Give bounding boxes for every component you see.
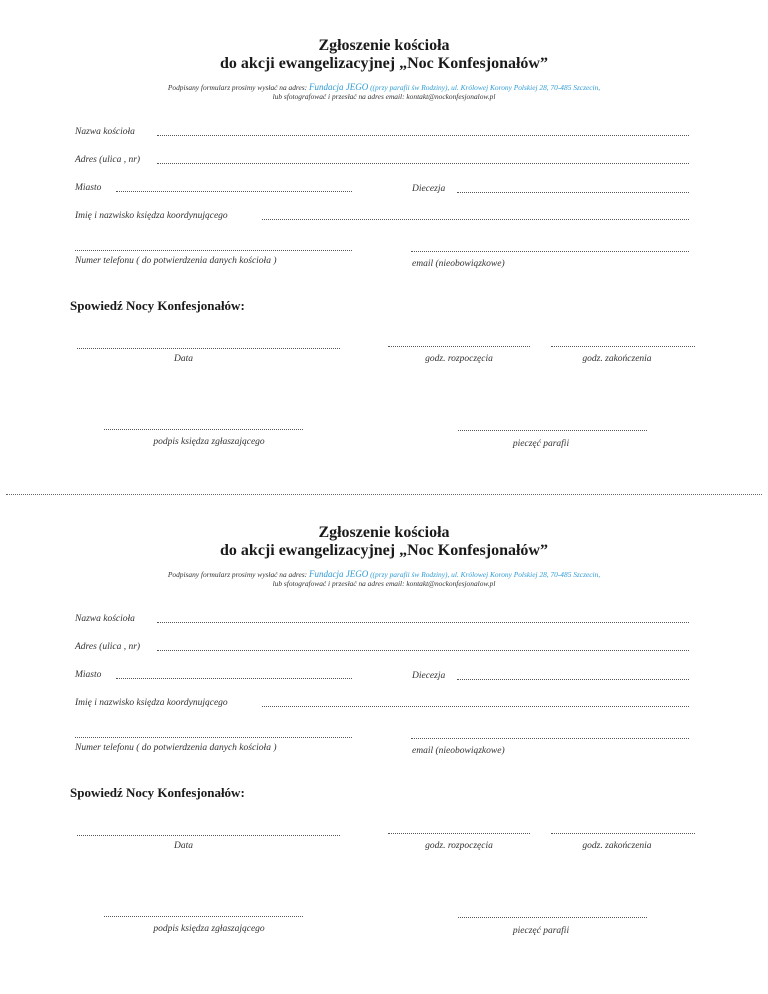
phone-label: Numer telefonu ( do potwierdzenia danych kościoła ): [75, 256, 277, 266]
signature-field[interactable]: [104, 916, 303, 917]
form-subtitle: do akcji ewangelizacyjnej „Noc Konfesjonałów”: [220, 542, 548, 559]
note-prefix: Podpisany formularz prosimy wysłać na adres:: [167, 570, 308, 579]
note-prefix: Podpisany formularz prosimy wysłać na adres:: [167, 83, 308, 92]
coordinating-priest-label: Imię i nazwisko księdza koordynującego: [75, 698, 228, 708]
parish-stamp-field[interactable]: [458, 430, 647, 431]
submission-note-email: lub sfotografować i przesłać na adres email: kontakt@nockonfesjonalow.pl: [272, 92, 496, 101]
parish-stamp-label: pieczęć parafii: [512, 926, 570, 936]
city-label: Miasto: [75, 670, 102, 680]
end-time-field[interactable]: [551, 346, 695, 347]
city-field[interactable]: [116, 191, 352, 192]
date-field[interactable]: [77, 835, 340, 836]
foundation-name: Fundacja JEGO: [308, 569, 369, 579]
coordinating-priest-field[interactable]: [262, 706, 689, 707]
phone-label: Numer telefonu ( do potwierdzenia danych kościoła ): [75, 743, 277, 753]
city-label: Miasto: [75, 183, 102, 193]
phone-field[interactable]: [75, 250, 352, 251]
submission-note-email: lub sfotografować i przesłać na adres email: kontakt@nockonfesjonalow.pl: [272, 579, 496, 588]
church-name-label: Nazwa kościoła: [75, 127, 135, 137]
registration-form-1: [0, 0, 768, 490]
registration-form-2: [0, 487, 768, 977]
email-field[interactable]: [411, 738, 689, 739]
start-time-label: godz. rozpoczęcia: [425, 354, 493, 364]
church-name-label: Nazwa kościoła: [75, 614, 135, 624]
end-time-label: godz. zakończenia: [582, 354, 652, 364]
diocese-field[interactable]: [457, 679, 689, 680]
email-label: email (nieobowiązkowe): [412, 259, 505, 269]
signature-field[interactable]: [104, 429, 303, 430]
email-field[interactable]: [411, 251, 689, 252]
diocese-field[interactable]: [457, 192, 689, 193]
date-field[interactable]: [77, 348, 340, 349]
diocese-label: Diecezja: [412, 671, 446, 681]
form-subtitle: do akcji ewangelizacyjnej „Noc Konfesjonałów”: [220, 55, 548, 72]
signature-label: podpis księdza zgłaszającego: [153, 437, 265, 447]
foundation-name: Fundacja JEGO: [308, 82, 369, 92]
confession-section-title: Spowiedź Nocy Konfesjonałów:: [70, 298, 245, 313]
phone-field[interactable]: [75, 737, 352, 738]
church-name-field[interactable]: [157, 135, 689, 136]
city-field[interactable]: [116, 678, 352, 679]
date-label: Data: [174, 354, 193, 364]
start-time-field[interactable]: [388, 833, 530, 834]
form-title: Zgłoszenie kościoła: [318, 37, 450, 54]
address-label: Adres (ulica , nr): [75, 155, 141, 165]
address-field[interactable]: [157, 650, 689, 651]
address-field[interactable]: [157, 163, 689, 164]
signature-label: podpis księdza zgłaszającego: [153, 924, 265, 934]
coordinating-priest-label: Imię i nazwisko księdza koordynującego: [75, 211, 228, 221]
church-name-field[interactable]: [157, 622, 689, 623]
confession-section-title: Spowiedź Nocy Konfesjonałów:: [70, 785, 245, 800]
foundation-address: ((przy parafii św Rodziny), ul. Królowej Korony Polskiej 28, 70-485 Szczecin,: [370, 570, 601, 579]
email-label: email (nieobowiązkowe): [412, 746, 505, 756]
parish-stamp-field[interactable]: [458, 917, 647, 918]
end-time-field[interactable]: [551, 833, 695, 834]
date-label: Data: [174, 841, 193, 851]
form-title: Zgłoszenie kościoła: [318, 524, 450, 541]
diocese-label: Diecezja: [412, 184, 446, 194]
end-time-label: godz. zakończenia: [582, 841, 652, 851]
start-time-field[interactable]: [388, 346, 530, 347]
coordinating-priest-field[interactable]: [262, 219, 689, 220]
start-time-label: godz. rozpoczęcia: [425, 841, 493, 851]
parish-stamp-label: pieczęć parafii: [512, 439, 570, 449]
address-label: Adres (ulica , nr): [75, 642, 141, 652]
foundation-address: ((przy parafii św Rodziny), ul. Królowej Korony Polskiej 28, 70-485 Szczecin,: [370, 83, 601, 92]
